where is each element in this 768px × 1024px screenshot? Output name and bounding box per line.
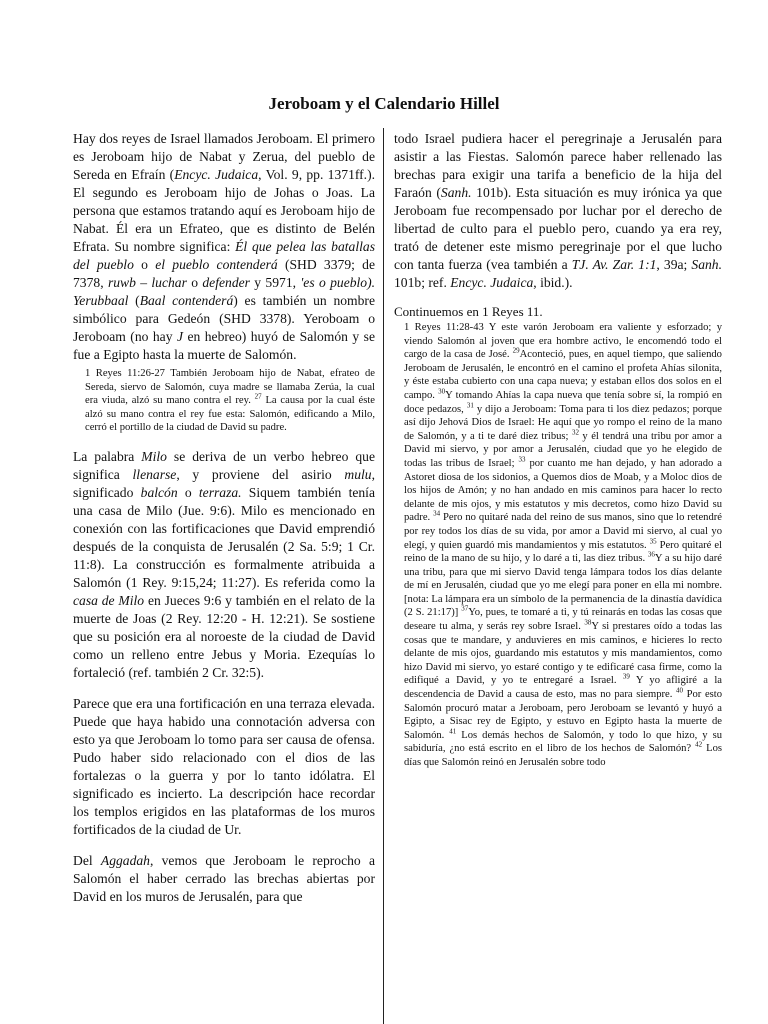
italic-text: llenarse [132,466,177,482]
italic-text: balcón [140,484,178,500]
verse-number: 35 [649,536,657,545]
text-run: o [177,484,199,500]
italic-text: Sanh. [691,257,722,272]
italic-text: Él que pelea las batallas del pueblo [73,239,375,272]
verse-number: 41 [449,727,457,736]
left-paragraph-3 [73,695,375,839]
verse-number: 42 [695,740,703,749]
verse-number: 29 [512,346,520,355]
verse-number: 33 [518,455,526,464]
text-run: Hay dos reyes de Israel llamados Jeroboam. El primero es Jeroboam hijo de Nabat y Zerua, del pueblo de Sereda en Efraín ( [73,131,375,182]
text-run: Los días que Salomón reinó en Jerusalén sobre todo [404,743,722,768]
right-column [394,130,722,1024]
text-run: Y si prestares oído a todas las cosas que te mandare, y anduvieres en mis caminos, e hicieres lo recto delante de mis ojos, guardando mis estatutos y mis mandamientos, como hizo David mi siervo, yo estaré contigo y te edificaré casa firme, como la edifiqué a David, y yo te entregaré a Israel. [404,621,722,687]
left-column [73,130,375,1024]
text-run: La causa por la cual éste alzó su mano contra el rey fue esta: Salomón, edificando a Milo, cerró el portillo de la ciudad de David su padre. [85,395,375,434]
italic-text: terraza. [198,484,242,500]
text-run: Los demás hechos de Salomón, y todo lo que hizo, y su sabiduría, ¿no está escrito en el libro de los hechos de Salomón? [404,729,722,755]
verse-number: 39 [622,672,630,681]
page-title: Jeroboam y el Calendario Hillel [268,94,500,113]
verse-number: 30 [438,387,446,396]
text-run: , significado [73,466,375,500]
text-run: ) es también un nombre simbólico para Gedeón (SHD 3378). Yeroboam o Jeroboam (no hay [73,293,375,344]
italic-text: el pueblo contenderá [155,257,278,272]
text-run: se deriva de un verbo hebreo que significa [73,448,375,482]
text-run: Y a su hijo daré una tribu, para que mi siervo David tenga lámpara todos los días delante de mí en Jerusalén, ciudad que yo me elegí para poner en ella mi nombre. [nota: La lámpara era un símbolo de la permanencia de la dinastía davídica (2 S. 21:17)] [404,553,722,619]
text-run: 1 Reyes 11:26-27 También Jeroboam hijo de Nabat, efrateo de Sereda, siervo de Salomón, cuya madre se llamaba Zerúa, la cual era viuda, alzó su mano contra el rey. [85,368,375,407]
verse-number: 27 [254,392,262,401]
right-paragraph-1 [394,130,722,292]
text-run: en Jueces 9:6 y también en el relato de la muerte de Joas (2 Rey. 12:20 - H. 12:21). Se sostiene que su posición era al noroeste de la ciudad de David como un relleno entre Jebus y Moria. Ezequías lo fortaleció (ref. también 2 Cr. 32:5). [73,592,375,680]
italic-text: Sanh. [440,185,472,200]
verse-number: 36 [647,550,655,559]
text-run: Pero no quitaré nada del reino de sus manos, sino que lo retendré por rey todos los días de su vida, por amor a David mi siervo, al cual yo elegí, y quien guardó mis mandamientos y mis estatutos. [404,512,722,551]
verse-number: 37 [461,604,469,613]
text-run: Y tomando Ahías la capa nueva que tenía sobre sí, la rompió en doce pedazos, [404,389,722,415]
text-run: 1 Reyes 11:28-43 Y este varón Jeroboam era valiente y esforzado; y viendo Salomón al joven que era hombre activo, le encomendó todo el cargo de la casa de José. [404,322,722,361]
italic-text: mulu [344,466,372,482]
verse-number: 34 [433,509,441,518]
left-paragraph-2 [73,448,375,682]
text-run: , ibid.). [533,275,573,290]
text-run: por cuanto me han dejado, y han adorado a Astoret diosa de los sidonios, a Quemos dios de Moab, y a Moloc dios de los hijos de Amón; y no han andado en mis caminos para hacer lo recto delante de mis ojos, y mis estatutos y mis decretos, como hizo David su padre. [404,457,722,524]
italic-text: defender [202,275,250,290]
left-paragraph-1 [73,130,375,364]
text-run: , Vol. 9, pp. 1371ff.). El segundo es Jeroboam hijo de Johas o Joas. La persona que estamos tratando aquí es Jeroboam hijo de Nabat. Él era un Efrateo, que es distinto de Belén Efrata. Su nombre significa: [73,167,375,254]
italic-text: Encyc. Judaica [450,275,534,290]
verse-number: 38 [584,618,592,627]
text-run: todo Israel pudiera hacer el peregrinaje a Jerusalén para asistir a las Fiestas. Salomón parece haber rellenado las brechas para exigir una tarifa a beneficio de la hija del Faraón ( [394,131,722,200]
italic-text: Baal contenderá [139,293,234,308]
text-run: ( [128,293,140,308]
text-run: y 5971, [249,275,301,290]
text-run: 101b). Esta situación es muy irónica ya que Jeroboam fue recompensado por luchar por el derecho de libertad de culto para el pueblo pero, cuando ya era rey, trató de detener este mismo peregrinaje por el que lucho con tanta fuerza (vea también a [394,185,722,272]
text-run: , vemos que Jeroboam le reprocho a Salomón el haber cerrado las brechas abiertas por David en los muros de Jerusalén, para que [73,852,375,904]
verse-number: 31 [466,401,474,410]
text-run: 101b; ref. [394,275,451,290]
italic-text: Milo [141,448,167,464]
column-divider [383,128,384,1024]
text-run: , 39a; [656,257,692,272]
text-run: en hebreo) huyó de Salomón y se fue a Egipto hasta la muerte de Salomón. [73,329,375,362]
italic-text: J [176,329,184,344]
text-run: (SHD 3379; de 7378, [73,257,375,290]
italic-text: TJ. Av. Zar. 1:1 [571,257,657,272]
italic-text: Yerubbaal [73,293,129,308]
continuation-line: Continuemos en 1 Reyes 11. [394,304,543,319]
italic-text: 'es o pueblo). [300,275,375,290]
text-run: Del [73,852,101,868]
text-run: y él tendrá una tribu por amor a David mi siervo, y por amor a Jerusalén, ciudad que yo he elegido de todas las tribus de Israel; [404,430,722,469]
italic-text: ruwb – luchar [107,275,187,290]
verse-number: 32 [571,428,579,437]
scripture-quote-1-reyes-11-26 [73,367,375,435]
text-run: Siquem también tenía una casa de Milo (Jue. 9:6). Milo es mencionado en conexión con las fortificaciones que David emprendió después de la conquista de Jerusalén (2 Sa. 5:9; 1 Cr. 11:8). La construcción es formalmente atribuida a Salomón (1 Rey. 9:15,24; 11:27). Es referida como la [73,484,375,590]
text-run: Pero quitaré el reino de la mano de su hijo, y lo daré a ti, las diez tribus. [404,539,722,565]
text-run: La palabra [73,448,142,464]
text-run: Y yo afligiré a la descendencia de David a causa de esto, mas no para siempre. [404,675,722,701]
text-run: y dijo a Jeroboam: Toma para ti los diez pedazos; porque así dijo Jehová Dios de Israel: He aquí que yo rompo el reino de la mano de Salomón, y a ti te daré diez tribus; [404,403,722,442]
left-paragraph-4 [73,852,375,906]
italic-text: casa de Milo [73,592,145,608]
text-run: o [186,275,203,290]
text-run: Parece que era una fortificación en una terraza elevada. Puede que haya habido una connotación adversa con esto ya que Jeroboam lo tomo para ser causa de ofensa. Pudo haber sido relacionado con el dios de las fortalezas o la guerra y por lo tanto idólatra. El significado es incierto. La descripción hace recordar los templos erigidos en las plataformas de los muros fortificados de la ciudad de Ur. [73,695,375,837]
italic-text: Encyc. Judaica [174,167,259,182]
text-run: Yo, pues, te tomaré a ti, y tú reinarás en todas las cosas que deseare tu alma, y serás rey sobre Israel. [404,607,722,633]
text-run: Aconteció, pues, en aquel tiempo, que saliendo Jeroboam de Jerusalén, le encontró en el camino el profeta Ahías silonita, y éste estaba cubierto con una capa nueva; y estaban ellos dos solos en el campo. [404,349,722,401]
verse-number: 40 [676,686,684,695]
italic-text: Aggadah [100,852,150,868]
text-run: Por esto Salomón procuró matar a Jeroboam, pero Jeroboam se levantó y huyó a Egipto, a Sisac rey de Egipto, y estuvo en Egipto hasta la muerte de Salomón. [404,689,722,741]
text-run: o [133,257,156,272]
text-run: , y proviene del asirio [176,466,345,482]
scripture-quote-1-reyes-11-28 [394,321,722,770]
